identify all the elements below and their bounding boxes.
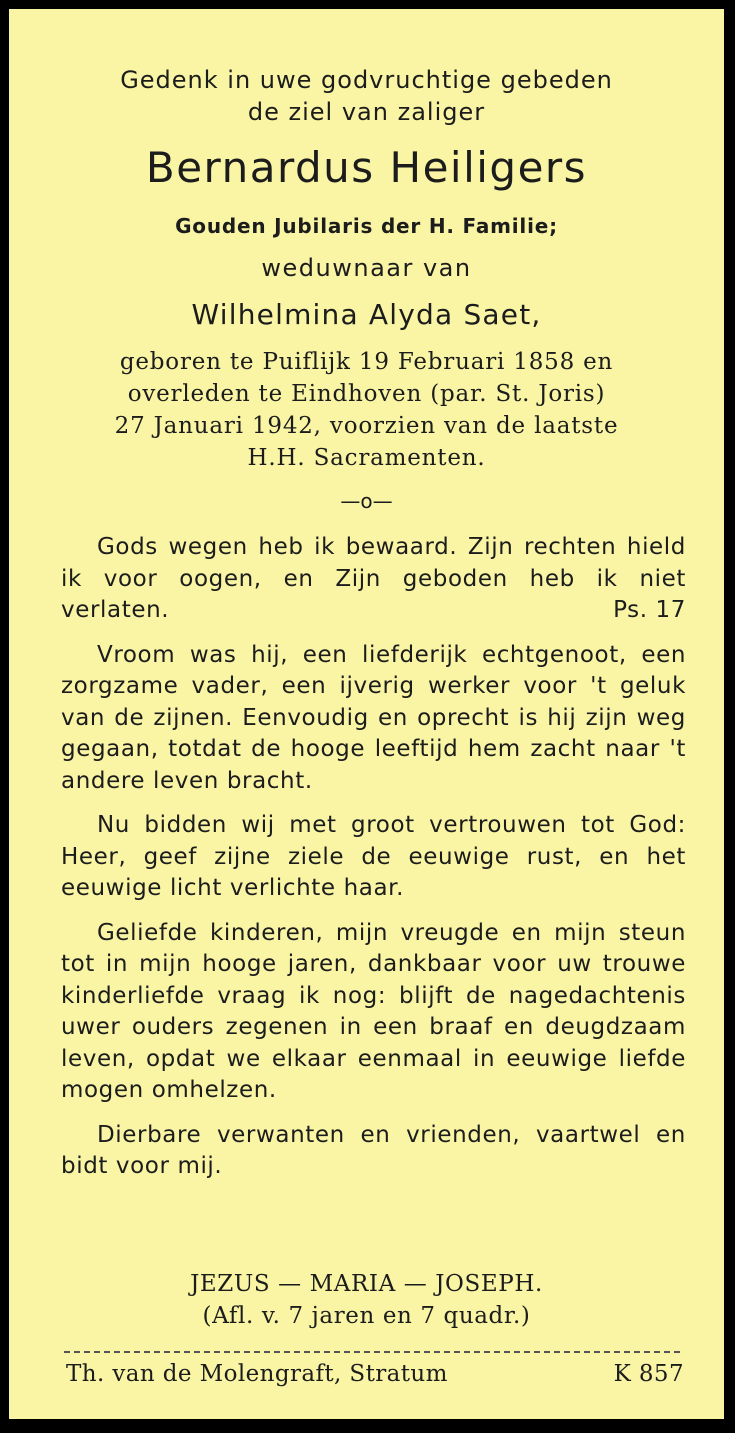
ornament-divider: —o— xyxy=(340,489,393,513)
footer-divider xyxy=(64,1351,680,1353)
prayer-line: JEZUS — MARIA — JOSEPH. xyxy=(190,1271,543,1297)
intro-line-1: Gedenk in uwe godvruchtige gebeden xyxy=(120,66,613,94)
jubilee-line: Gouden Jubilaris der H. Familie; xyxy=(175,214,558,238)
indulgence-line: (Afl. v. 7 jaren en 7 quadr.) xyxy=(202,1303,531,1329)
text-body xyxy=(61,532,686,1183)
bio-line-1: geboren te Puiflijk 19 Februari 1858 en xyxy=(119,349,614,375)
paragraph-3: Nu bidden wij met groot vertrouwen tot God: Heer, geef zijne ziele de eeuwige rust, en het eeuwige licht verlichte haar. xyxy=(61,812,686,901)
paragraph-1 xyxy=(61,532,686,627)
memorial-card xyxy=(9,9,724,1419)
intro-line-2: de ziel van zaliger xyxy=(247,98,486,126)
widower-line: weduwnaar van xyxy=(261,254,472,282)
bio-line-2: overleden te Eindhoven (par. St. Joris) xyxy=(127,381,606,407)
paragraph-2: Vroom was hij, een liefderijk echtgenoot, een zorgzame vader, een ijverig werker voor 't geluk van de zijnen. Eenvoudig en oprecht is hij zijn weg gegaan, totdat de hooge leeftijd hem zacht naar 't andere leven bracht. xyxy=(61,641,686,794)
psalm-reference: Ps. 17 xyxy=(613,597,686,623)
paragraph-4: Geliefde kinderen, mijn vreugde en mijn steun tot in mijn hooge jaren, dankbaar voor uw trouwe kinderliefde vraag ik nog: blijft de nagedachtenis uwer ouders zegenen in een braaf en deugdzaam leven, opdat we elkaar eenmaal in eeuwige liefde mogen omhelzen. xyxy=(61,919,686,1103)
spouse-name: Wilhelmina Alyda Saet, xyxy=(191,298,542,331)
paragraph-5: Dierbare verwanten en vrienden, vaartwel en bidt voor mij. xyxy=(61,1121,686,1179)
card-code: K 857 xyxy=(613,1361,684,1387)
printer-name: Th. van de Molengraft, Stratum xyxy=(66,1361,448,1387)
bio-line-3: 27 Januari 1942, voorzien van de laatste xyxy=(114,413,619,439)
deceased-name: Bernardus Heiligers xyxy=(145,143,588,192)
paragraph-1-text: Gods wegen heb ik bewaard. Zijn rechten hield ik voor oogen, en Zijn geboden heb ik niet verlaten. xyxy=(61,534,686,623)
bio-line-4: H.H. Sacramenten. xyxy=(247,445,486,471)
